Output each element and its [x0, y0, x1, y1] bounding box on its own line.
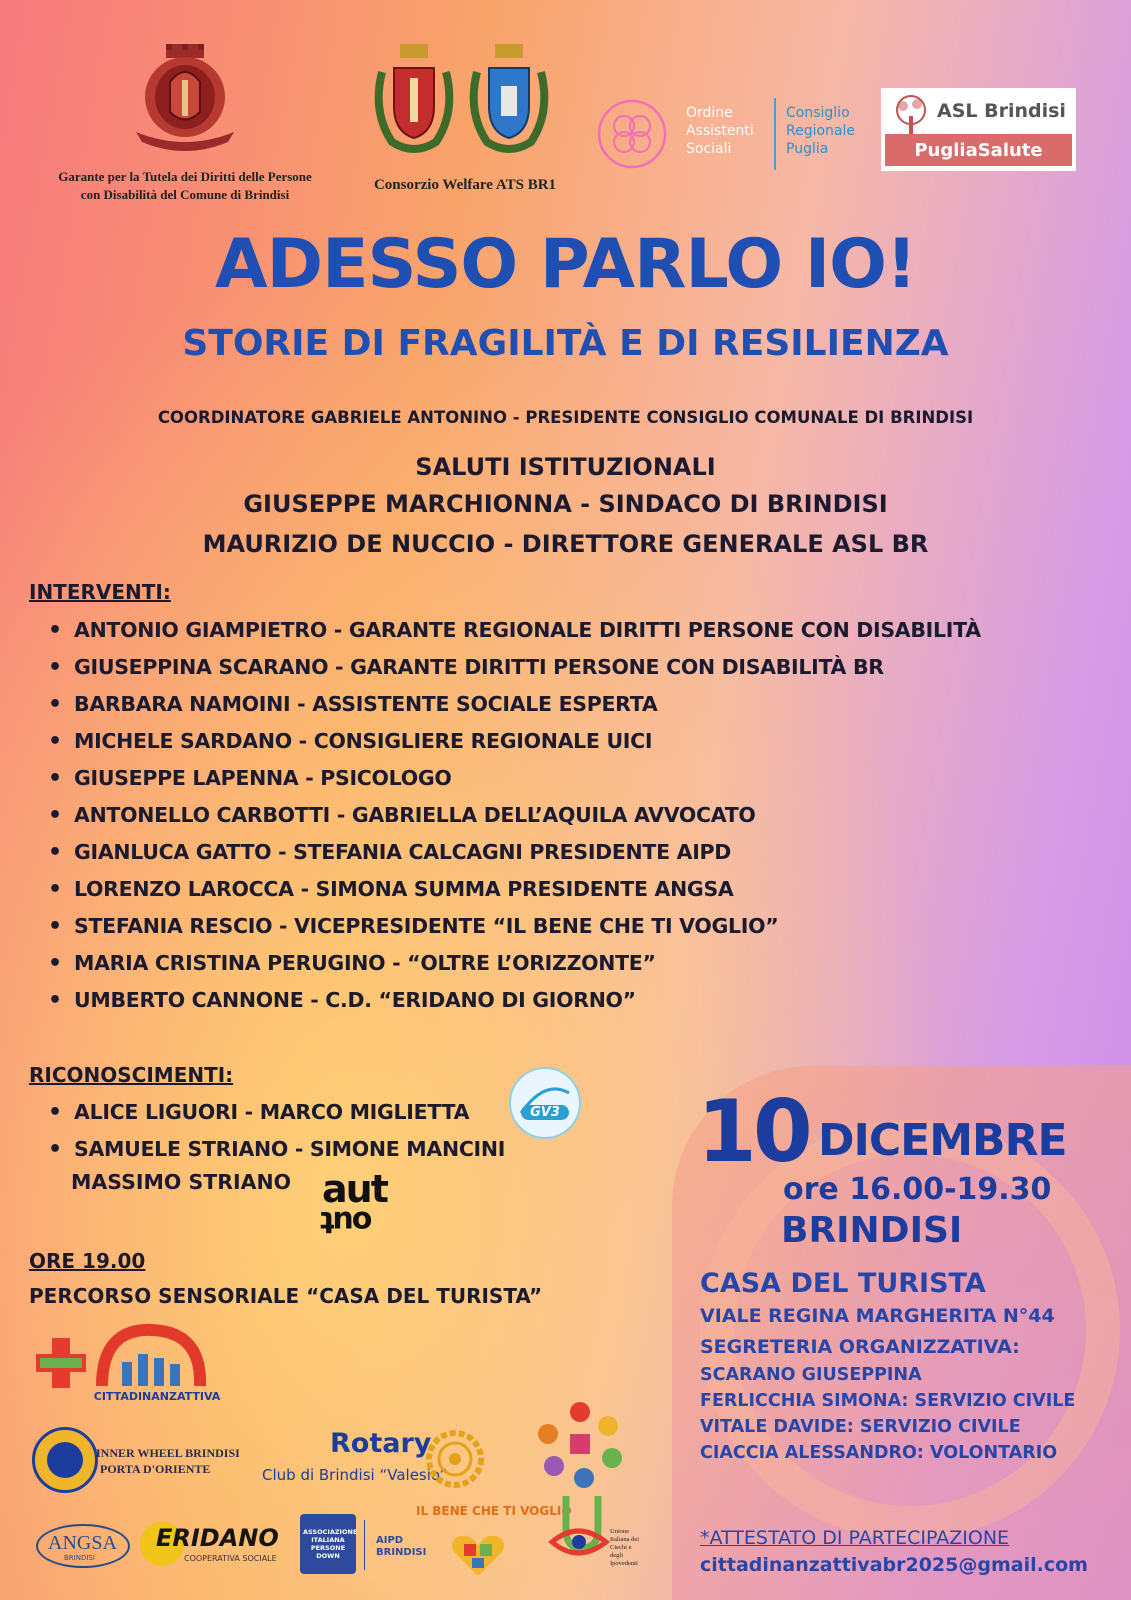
- coordinator-line: COORDINATORE GABRIELE ANTONINO - PRESIDENTE CONSIGLIO COMUNALE DI BRINDISI: [157, 408, 974, 427]
- rotary-name: Rotary: [330, 1428, 432, 1459]
- rotary-logo: [262, 1426, 492, 1496]
- garante-caption: [20, 168, 350, 204]
- subtitle: STORIE DI FRAGILITÀ E DI RESILIENZA: [182, 323, 949, 364]
- inner-wheel-emblem: [32, 1427, 98, 1493]
- angsa-logo: [28, 1510, 128, 1570]
- aipd-name: AIPD: [376, 1535, 404, 1546]
- list-item: • ALICE LIGUORI - MARCO MIGLIETTA: [30, 1094, 590, 1131]
- aipd-city: BRINDISI: [376, 1547, 427, 1558]
- interventi-heading: INTERVENTI:: [29, 580, 171, 604]
- sail-icon: [511, 1069, 579, 1137]
- inner-wheel-line2: PORTA D'ORIENTE: [100, 1462, 211, 1476]
- greetings-line1: GIUSEPPE MARCHIONNA - SINDACO DI BRINDISI: [243, 490, 888, 518]
- list-item: • STEFANIA RESCIO - VICEPRESIDENTE “IL BENE CHE TI VOGLIO”: [30, 908, 1130, 945]
- percorso-time: ORE 19.00: [29, 1249, 146, 1273]
- list-item: • LORENZO LAROCCA - SIMONA SUMMA PRESIDENTE ANGSA: [30, 871, 1130, 908]
- gv3-label: GV3: [521, 1105, 569, 1120]
- puzzle-heart-icon: [448, 1530, 508, 1580]
- list-item: • BARBARA NAMOINI - ASSISTENTE SOCIALE ESPERTA: [30, 686, 1130, 723]
- rotary-club: Club di Brindisi “Valesio”: [262, 1466, 448, 1484]
- people-arch-icon: [92, 1318, 222, 1388]
- garante-caption-line2: con Disabilità del Comune di Brindisi: [80, 187, 290, 202]
- aipd-box: [300, 1514, 356, 1574]
- gv3-logo: [509, 1067, 581, 1139]
- consiglio-line3: Puglia: [786, 141, 829, 157]
- autout-bottom: out: [322, 1204, 373, 1239]
- list-item: • MICHELE SARDANO - CONSIGLIERE REGIONALE UICI: [30, 723, 1130, 760]
- event-month: DICEMBRE: [818, 1115, 1067, 1166]
- ordine-line2: Assistenti: [686, 123, 754, 139]
- ordine-line1: Ordine: [686, 105, 733, 121]
- greetings-heading: SALUTI ISTITUZIONALI: [415, 453, 716, 481]
- riconoscimenti-continuation: MASSIMO STRIANO: [71, 1170, 292, 1194]
- bene-logo: [416, 1500, 572, 1586]
- tree-icon: [889, 92, 933, 136]
- list-item: • SAMUELE STRIANO - SIMONE MANCINI: [30, 1131, 590, 1168]
- asl-top-text: ASL Brindisi: [937, 100, 1066, 122]
- percorso-text: PERCORSO SENSORIALE “CASA DEL TURISTA”: [29, 1284, 543, 1308]
- autout-top: aut: [322, 1167, 387, 1211]
- event-city: BRINDISI: [781, 1210, 963, 1251]
- cittadinanzattiva-label: CITTADINANZATTIVA: [93, 1390, 221, 1403]
- main-title: ADESSO PARLO IO!: [215, 225, 916, 304]
- ordine-divider: [774, 98, 776, 170]
- eridano-sub: COOPERATIVA SOCIALE: [184, 1554, 277, 1563]
- list-item: • ANTONIO GIAMPIETRO - GARANTE REGIONALE DIRITTI PERSONE CON DISABILITÀ: [30, 612, 1130, 649]
- event-day: 10: [697, 1082, 809, 1182]
- interventi-list: [30, 612, 1130, 1019]
- uici-symbol: [546, 1490, 610, 1570]
- inner-wheel-text: [96, 1445, 240, 1477]
- eridano-logo: [140, 1520, 288, 1570]
- rotary-wheel-icon: [426, 1430, 484, 1488]
- autout-logo: [322, 1167, 412, 1240]
- brindisi-seal-logo: [130, 42, 240, 154]
- attestato-note: *ATTESTATO DI PARTECIPAZIONE: [700, 1527, 1010, 1549]
- consorzio-crest-left: [372, 42, 456, 158]
- event-venue-block: [700, 1267, 1075, 1466]
- angsa-city: BRINDISI: [64, 1554, 95, 1562]
- event-venue: CASA DEL TURISTA: [700, 1268, 986, 1299]
- staff-item: SCARANO GIUSEPPINA: [700, 1365, 922, 1385]
- list-item: • MARIA CRISTINA PERUGINO - “OLTRE L’ORIZZONTE”: [30, 945, 1130, 982]
- event-hours: ore 16.00-19.30: [783, 1172, 1052, 1207]
- angsa-name: ANGSA: [48, 1532, 117, 1554]
- bene-arc-text: IL BENE CHE TI VOGLIO: [416, 1504, 572, 1518]
- greetings-line2: MAURIZIO DE NUCCIO - DIRETTORE GENERALE ASL BR: [202, 530, 929, 558]
- eridano-name: ERIDANO: [156, 1524, 279, 1552]
- uici-logo: [546, 1490, 646, 1586]
- staff-item: FERLICCHIA SIMONA: SERVIZIO CIVILE: [700, 1391, 1076, 1411]
- hands-circle-logo: [534, 1398, 626, 1490]
- list-item: • UMBERTO CANNONE - C.D. “ERIDANO DI GIORNO”: [30, 982, 1130, 1019]
- consorzio-caption: Consorzio Welfare ATS BR1: [373, 177, 557, 193]
- asl-bottom-text: PugliaSalute: [914, 140, 1043, 161]
- ordine-knot-icon: [596, 98, 668, 170]
- ordine-assistenti-logo: [596, 98, 866, 170]
- red-cross-logo: [34, 1336, 88, 1390]
- aipd-box-text: ASSOCIAZIONE ITALIANA PERSONE DOWN: [303, 1528, 358, 1560]
- consorzio-crest-right: [467, 42, 551, 158]
- event-address: VIALE REGINA MARGHERITA N°44: [700, 1305, 1055, 1327]
- staff-item: CIACCIA ALESSANDRO: VOLONTARIO: [700, 1443, 1058, 1463]
- consiglio-line1: Consiglio: [786, 105, 850, 121]
- asl-brindisi-logo: [881, 88, 1076, 171]
- list-item: • ANTONELLO CARBOTTI - GABRIELLA DELL’AQUILA AVVOCATO: [30, 797, 1130, 834]
- ordine-line3: Sociali: [686, 141, 732, 157]
- consiglio-line2: Regionale: [786, 123, 856, 139]
- contact-email[interactable]: cittadinanzattivabr2025@gmail.com: [700, 1554, 1088, 1576]
- list-item: • GIANLUCA GATTO - STEFANIA CALCAGNI PRESIDENTE AIPD: [30, 834, 1130, 871]
- cittadinanzattiva-logo: [92, 1318, 222, 1408]
- staff-item: VITALE DAVIDE: SERVIZIO CIVILE: [700, 1417, 1021, 1437]
- event-secretariat: SEGRETERIA ORGANIZZATIVA:: [700, 1336, 1020, 1358]
- list-item: • GIUSEPPE LAPENNA - PSICOLOGO: [30, 760, 1130, 797]
- riconoscimenti-list: [30, 1094, 590, 1168]
- uici-text: Unione Italiana dei Ciechi e degli Ipovedenti: [610, 1528, 640, 1567]
- list-item: • GIUSEPPINA SCARANO - GARANTE DIRITTI PERSONE CON DISABILITÀ BR: [30, 649, 1130, 686]
- garante-caption-line1: Garante per la Tutela dei Diritti delle Persone: [58, 169, 312, 184]
- aipd-divider: [364, 1520, 365, 1570]
- riconoscimenti-heading: RICONOSCIMENTI:: [29, 1063, 234, 1087]
- inner-wheel-line1: INNER WHEEL BRINDISI: [96, 1446, 240, 1460]
